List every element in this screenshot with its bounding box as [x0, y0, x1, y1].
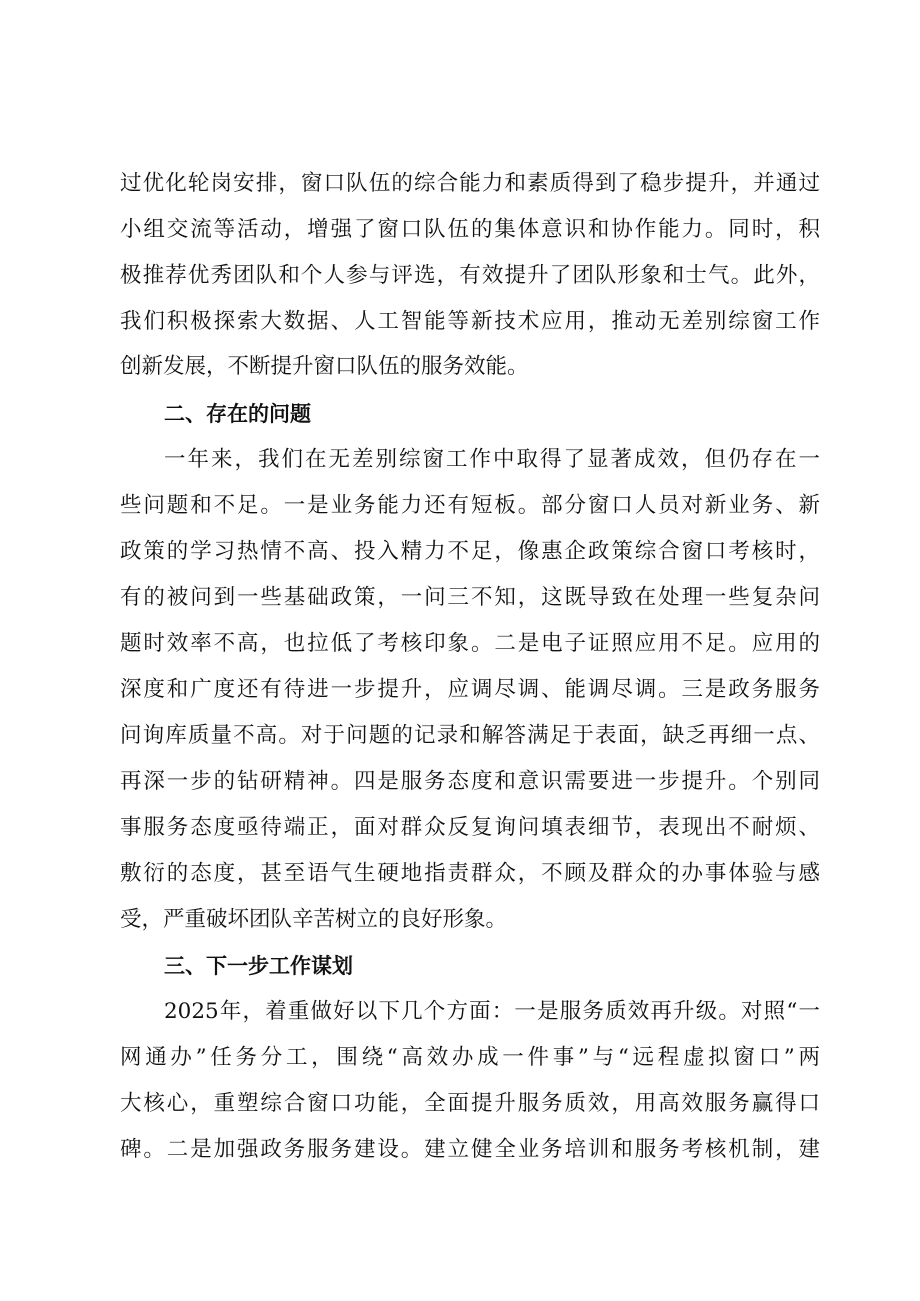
paragraph-line: 问询库质量不高。对于问题的记录和解答满足于表面，缺乏再细一点、 — [120, 723, 820, 748]
paragraph-line: 一年来，我们在无差别综窗工作中取得了显著成效，但仍存在一 — [164, 447, 820, 472]
paragraph-line: 题时效率不高，也拉低了考核印象。二是电子证照应用不足。应用的 — [120, 631, 820, 656]
paragraph-line: 政策的学习热情不高、投入精力不足，像惠企政策综合窗口考核时， — [120, 539, 820, 564]
section-heading-problems: 二、存在的问题 — [164, 402, 311, 426]
paragraph-line: 大核心，重塑综合窗口功能，全面提升服务质效，用高效服务赢得口 — [120, 1091, 820, 1116]
section-heading-plan: 三、下一步工作谋划 — [164, 954, 353, 978]
paragraph-line: 我们积极探索大数据、人工智能等新技术应用，推动无差别综窗工作 — [120, 309, 820, 334]
paragraph-line: 敷衍的态度，甚至语气生硬地指责群众，不顾及群众的办事体验与感 — [120, 861, 820, 886]
paragraph-line: 有的被问到一些基础政策，一问三不知，这既导致在处理一些复杂问 — [120, 585, 820, 610]
paragraph-line: 创新发展，不断提升窗口队伍的服务效能。 — [120, 354, 529, 379]
paragraph-line: 网通办”任务分工，围绕“高效办成一件事”与“远程虚拟窗口”两 — [120, 1045, 820, 1070]
paragraph-line: 碑。二是加强政务服务建设。建立健全业务培训和服务考核机制，建 — [120, 1137, 820, 1162]
paragraph-line: 过优化轮岗安排，窗口队伍的综合能力和素质得到了稳步提升，并通过 — [120, 171, 820, 196]
paragraph-line: 2025年，着重做好以下几个方面：一是服务质效再升级。对照“一 — [164, 999, 820, 1024]
paragraph-line: 深度和广度还有待进一步提升，应调尽调、能调尽调。三是政务服务 — [120, 677, 820, 702]
paragraph-line: 极推荐优秀团队和个人参与评选，有效提升了团队形象和士气。此外， — [120, 263, 820, 288]
paragraph-line: 事服务态度亟待端正，面对群众反复询问填表细节，表现出不耐烦、 — [120, 815, 820, 840]
paragraph-line: 再深一步的钻研精神。四是服务态度和意识需要进一步提升。个别同 — [120, 769, 820, 794]
paragraph-line: 受，严重破坏团队辛苦树立的良好形象。 — [120, 907, 508, 932]
paragraph-line: 小组交流等活动，增强了窗口队伍的集体意识和协作能力。同时，积 — [120, 217, 820, 242]
paragraph-line: 些问题和不足。一是业务能力还有短板。部分窗口人员对新业务、新 — [120, 493, 820, 518]
